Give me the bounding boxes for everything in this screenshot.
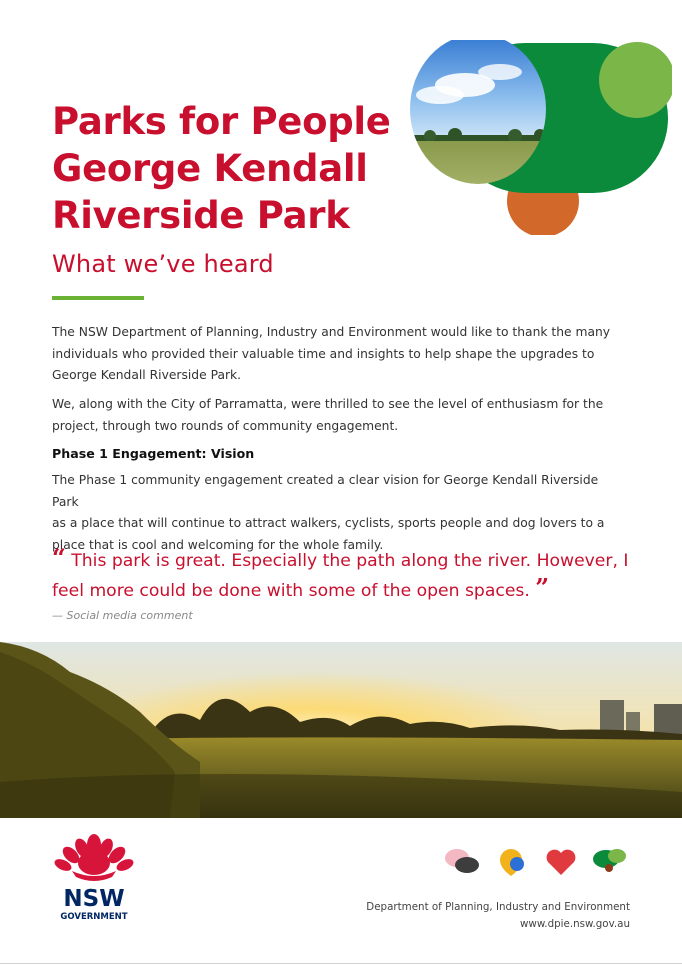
- text-line: The Phase 1 community engagement created a clear vision for George Kendall Riverside Park: [52, 473, 599, 509]
- quote-line-2: [52, 573, 637, 606]
- close-quote-mark: ”: [535, 573, 550, 602]
- speech-bubbles-icon: [445, 849, 479, 873]
- page-subtitle: What we’ve heard: [52, 250, 274, 278]
- text-line: individuals who provided their valuable time and insights to help shape the upgrades to: [52, 346, 595, 361]
- text-line: George Kendall Riverside Park.: [52, 368, 242, 382]
- phase1-heading: Phase 1 Engagement: Vision: [52, 446, 255, 461]
- page-title: [52, 98, 432, 239]
- text-line: The NSW Department of Planning, Industry and Environment would like to thank the many: [52, 325, 611, 339]
- hero-graphic: [410, 40, 672, 235]
- tree-icon: [593, 849, 626, 872]
- logo-nsw-text: NSW: [63, 886, 125, 912]
- logo-government-text: GOVERNMENT: [60, 912, 128, 922]
- quote-attribution: — Social media comment: [52, 609, 193, 622]
- intro-paragraph-2: [52, 394, 612, 437]
- text-line: We, along with the City of Parramatta, were thrilled to see the level of enthusiasm for the: [52, 397, 604, 411]
- title-line-1: Parks for People: [52, 100, 391, 143]
- text-line: project, through two rounds of community engagement.: [52, 418, 399, 433]
- heart-icon: [547, 850, 576, 875]
- title-line-3: Riverside Park: [52, 194, 350, 237]
- quote-text-2: feel more could be done with some of the open spaces.: [52, 581, 530, 601]
- website-link[interactable]: www.dpie.nsw.gov.au: [519, 918, 630, 930]
- light-green-circle: [599, 42, 672, 118]
- map-pin-icon: [500, 849, 524, 876]
- bottom-border: [0, 963, 682, 964]
- department-name: Department of Planning, Industry and Environment: [366, 901, 630, 913]
- intro-paragraph-1: [52, 322, 612, 387]
- text-line: place that is cool and welcoming for the whole family.: [52, 537, 384, 552]
- open-quote-mark: “: [52, 543, 66, 572]
- text-line: as a place that will continue to attract walkers, cyclists, sports people and dog lovers to a: [52, 516, 605, 530]
- quote-text-1: This park is great. Especially the path along the river. However, I: [71, 551, 629, 571]
- phase1-paragraph: [52, 470, 612, 556]
- nsw-government-logo: [52, 833, 136, 925]
- landscape-photo: [0, 642, 682, 818]
- footer-icons: [444, 846, 630, 878]
- divider: [52, 296, 144, 300]
- waratah-flower-icon: [53, 834, 136, 881]
- title-line-2: George Kendall: [52, 147, 368, 190]
